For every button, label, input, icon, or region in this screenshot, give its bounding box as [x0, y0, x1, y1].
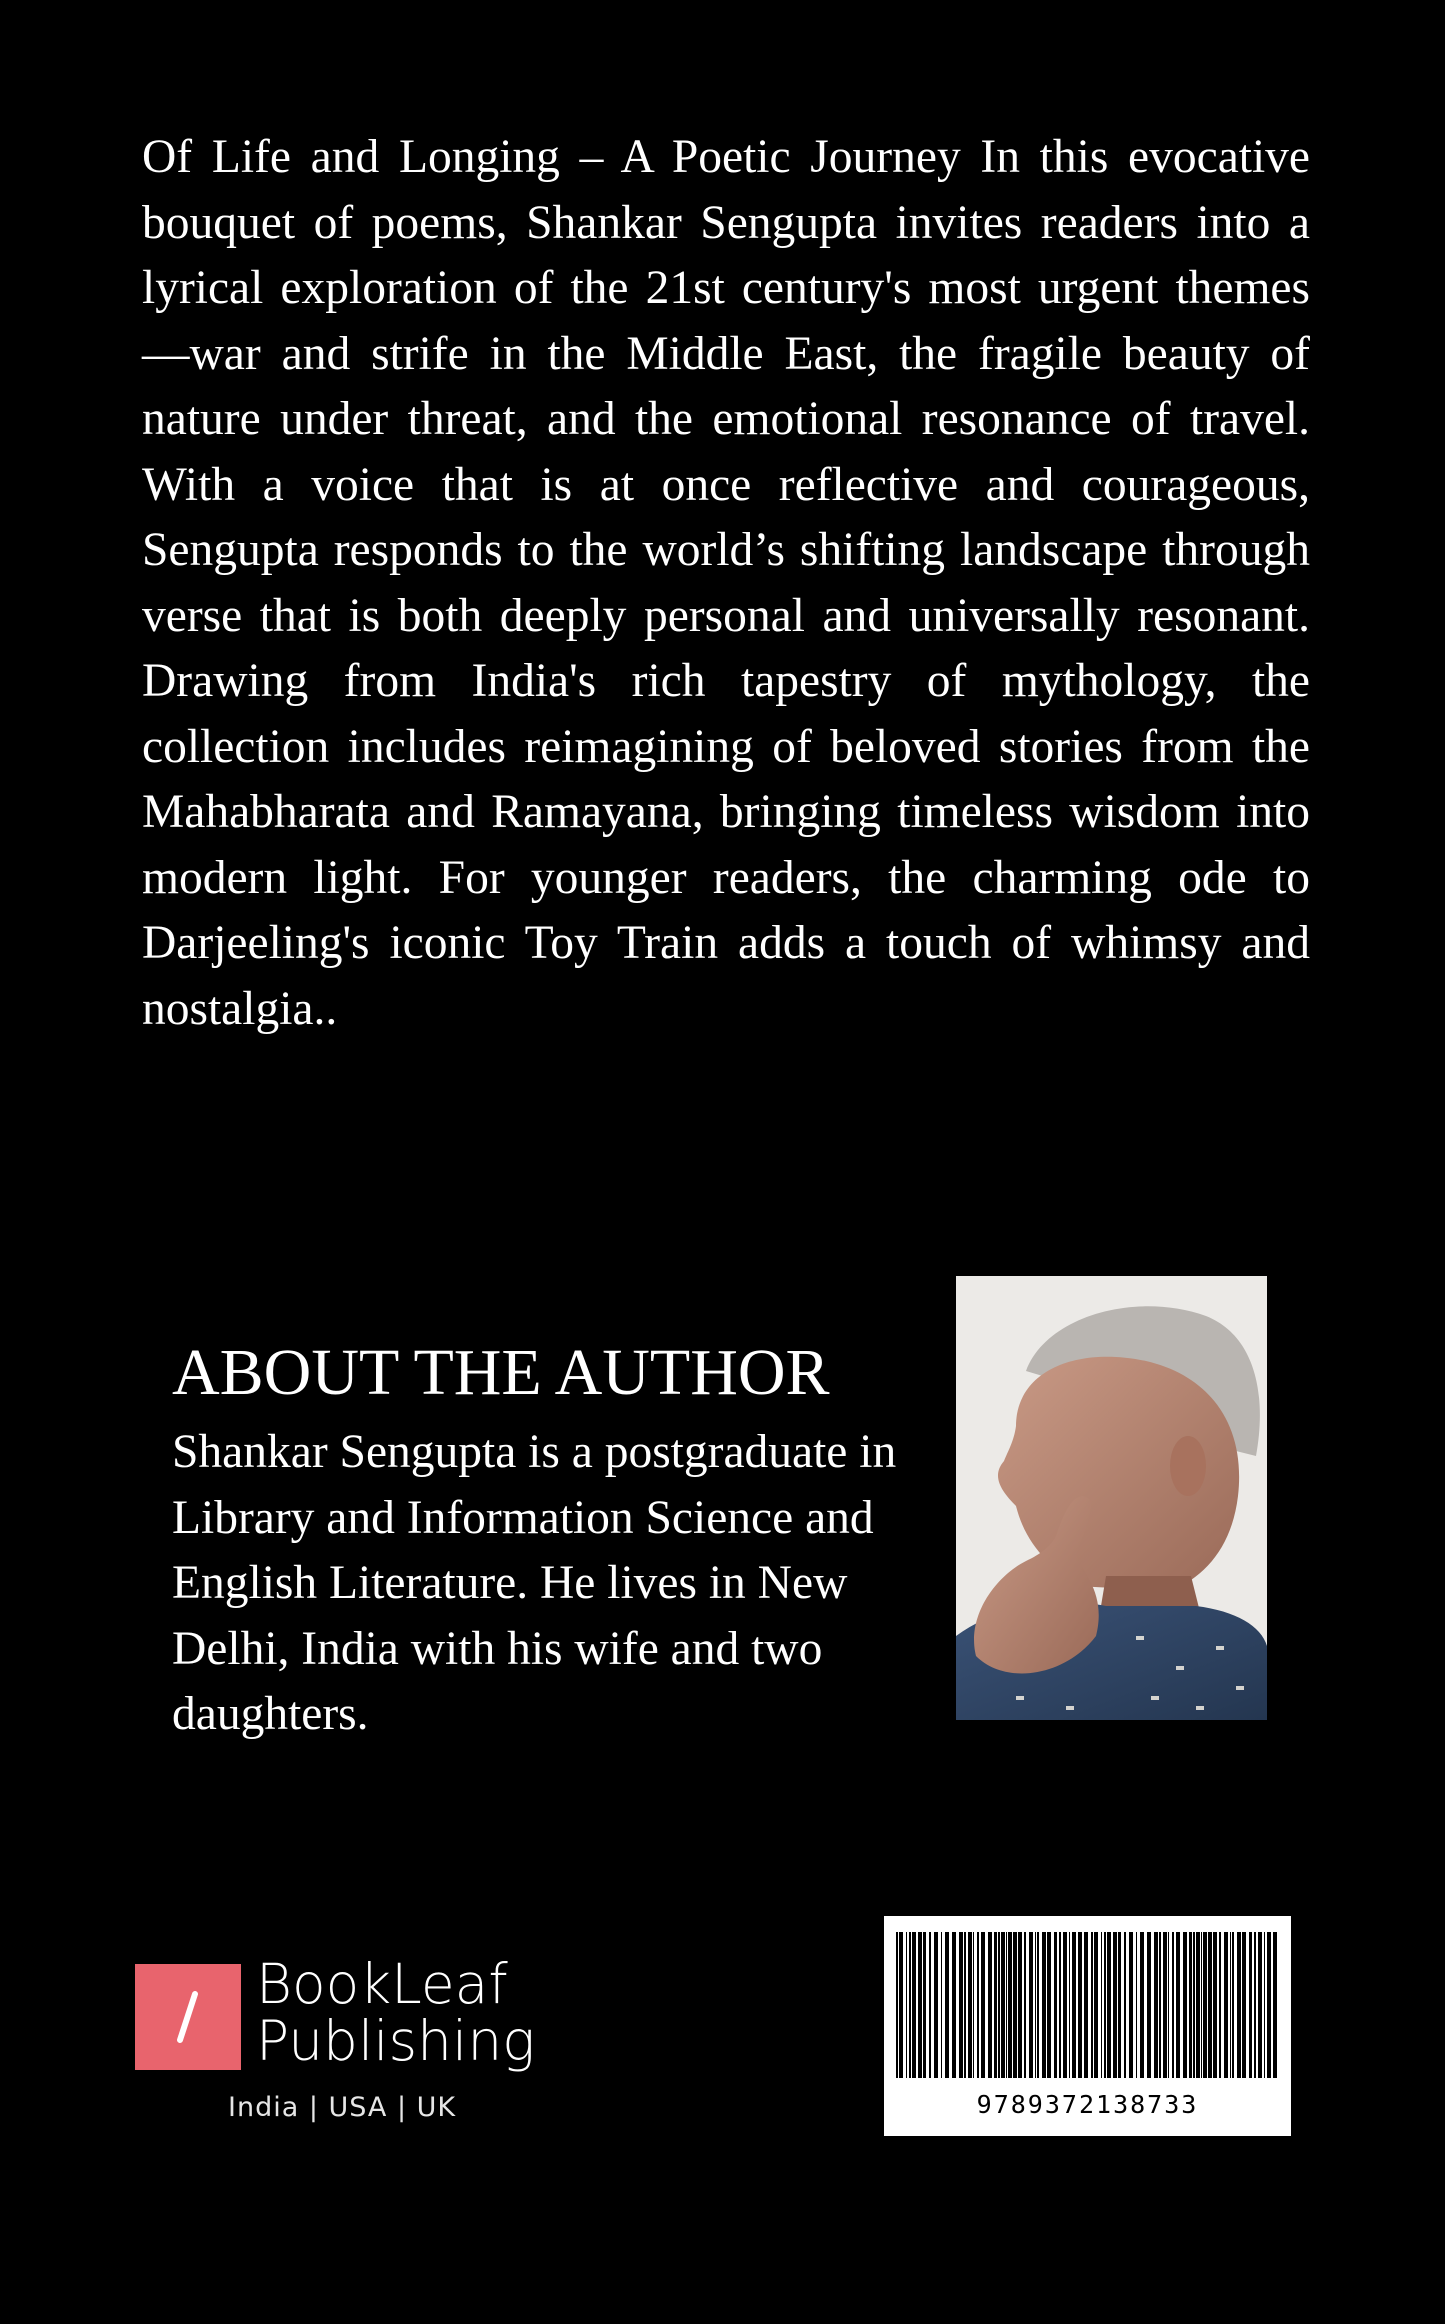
- isbn-barcode-icon: [884, 1916, 1291, 2086]
- author-bio: Shankar Sengupta is a postgraduate in Library and Information Science and English Literature. He lives in New Delhi, India with his wife and two daughters.: [172, 1426, 897, 1740]
- isbn-barcode: [884, 1916, 1291, 2136]
- publisher-regions: India | USA | UK: [228, 2092, 457, 2123]
- publisher-name-line2: Publishing: [256, 2009, 536, 2073]
- publisher-logo-mark: [135, 1964, 241, 2070]
- isbn-number: 9789372138733: [976, 2090, 1199, 2119]
- publisher-name-line1: BookLeaf: [256, 1952, 508, 2016]
- author-photo: [956, 1276, 1267, 1720]
- publisher-name: [256, 1952, 536, 2073]
- about-author-heading: ABOUT THE AUTHOR: [172, 1336, 830, 1409]
- author-portrait-photo: [956, 1276, 1267, 1720]
- slash-icon: [135, 1964, 241, 2070]
- book-blurb: Of Life and Longing – A Poetic Journey In this evocative bouquet of poems, Shankar Sengupta invites readers into a lyrical exploration of the 21st century's most urgent themes—war and strife in the Middle East, the fragile beauty of nature under threat, and the emotional resonance of travel. With a voice that is at once reflective and courageous, Sengupta responds to the world’s shifting landscape through verse that is both deeply personal and universally resonant. Drawing from India's rich tapestry of mythology, the collection includes reimagining of beloved stories from the Mahabharata and Ramayana, bringing timeless wisdom into modern light. For younger readers, the charming ode to Darjeeling's iconic Toy Train adds a touch of whimsy and nostalgia..: [142, 131, 1310, 1035]
